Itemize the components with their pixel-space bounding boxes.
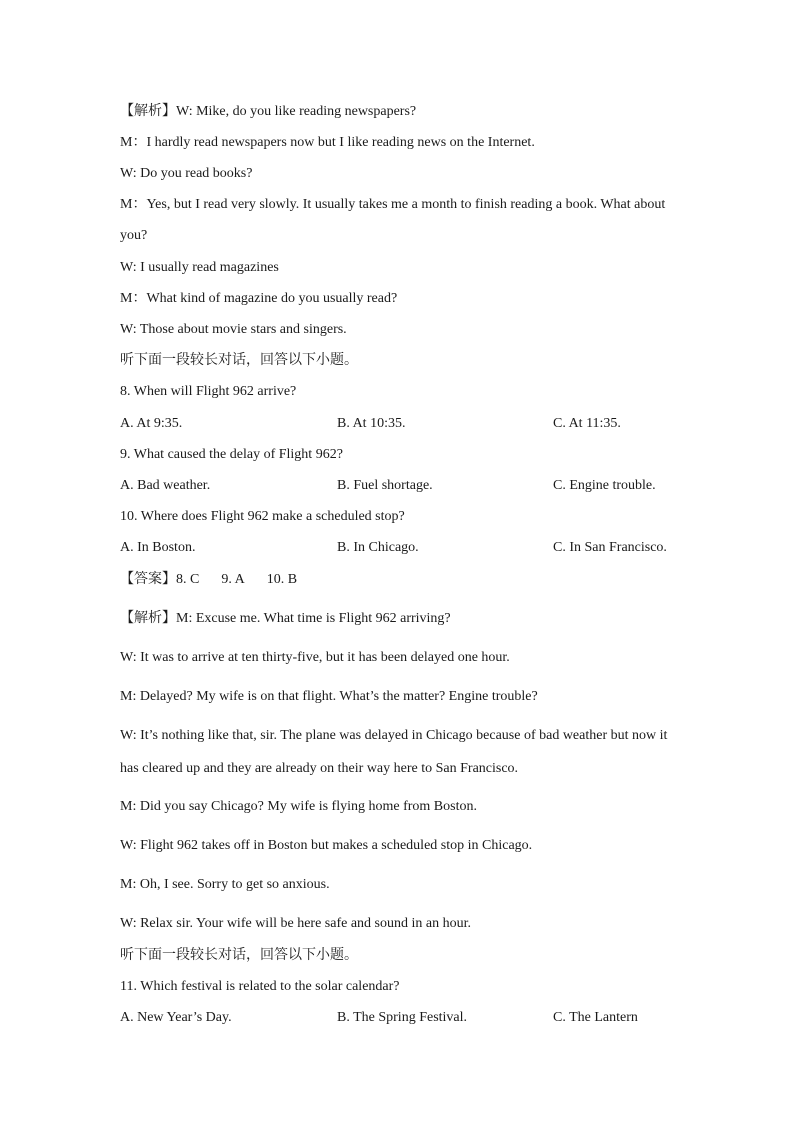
dialogue-line: M：Yes, but I read very slowly. It usually takes me a month to finish reading a book. What about [120,197,666,212]
option-c: C. The Lantern [553,1010,638,1025]
dialogue-line: M: Excuse me. What time is Flight 962 arriving? [176,611,451,626]
option-b: B. In Chicago. [337,540,419,555]
question-11: 11. Which festival is related to the solar calendar? [120,979,400,994]
analysis-label: 【解析】 [120,611,176,626]
dialogue-line: M: Did you say Chicago? My wife is flying home from Boston. [120,799,477,814]
question-10: 10. Where does Flight 962 make a scheduled stop? [120,509,405,524]
option-a: A. Bad weather. [120,478,211,493]
option-b: B. Fuel shortage. [337,478,433,493]
answer-label: 【答案】 [120,572,176,587]
answer-item: 10. B [266,572,298,587]
analysis-line-1 [120,103,416,121]
option-c: C. Engine trouble. [553,478,656,493]
option-c: C. At 11:35. [553,416,621,431]
option-a: A. At 9:35. [120,416,183,431]
analysis-line-2 [120,610,451,628]
dialogue-line: W: Flight 962 takes off in Boston but makes a scheduled stop in Chicago. [120,838,533,853]
dialogue-line: M：What kind of magazine do you usually read? [120,291,398,306]
dialogue-line: W: It’s nothing like that, sir. The plane was delayed in Chicago because of bad weather but now it [120,728,668,743]
option-b: B. At 10:35. [337,416,406,431]
section-instruction: 听下面一段较长对话，回答以下小题。 [120,948,358,963]
dialogue-line: has cleared up and they are already on their way here to San Francisco. [120,761,519,776]
option-b: B. The Spring Festival. [337,1010,468,1025]
question-8: 8. When will Flight 962 arrive? [120,384,297,399]
dialogue-line: W: I usually read magazines [120,260,279,275]
dialogue-line: M：I hardly read newspapers now but I like reading news on the Internet. [120,135,535,150]
dialogue-line: W: Relax sir. Your wife will be here safe and sound in an hour. [120,916,471,931]
option-a: A. New Year’s Day. [120,1010,232,1025]
dialogue-line: W: It was to arrive at ten thirty-five, but it has been delayed one hour. [120,650,510,665]
option-c: C. In San Francisco. [553,540,667,555]
dialogue-line: W: Do you read books? [120,166,253,181]
dialogue-line: W: Those about movie stars and singers. [120,322,347,337]
dialogue-line: W: Mike, do you like reading newspapers? [176,104,417,119]
dialogue-line: M: Oh, I see. Sorry to get so anxious. [120,877,330,892]
dialogue-line: M: Delayed? My wife is on that flight. What’s the matter? Engine trouble? [120,689,538,704]
answer-line [120,571,297,589]
section-instruction: 听下面一段较长对话，回答以下小题。 [120,353,358,368]
option-a: A. In Boston. [120,540,196,555]
question-9: 9. What caused the delay of Flight 962? [120,447,343,462]
answer-item: 8. C [176,572,200,587]
answer-item: 9. A [221,572,245,587]
analysis-label: 【解析】 [120,104,176,119]
dialogue-line: you? [120,228,148,243]
